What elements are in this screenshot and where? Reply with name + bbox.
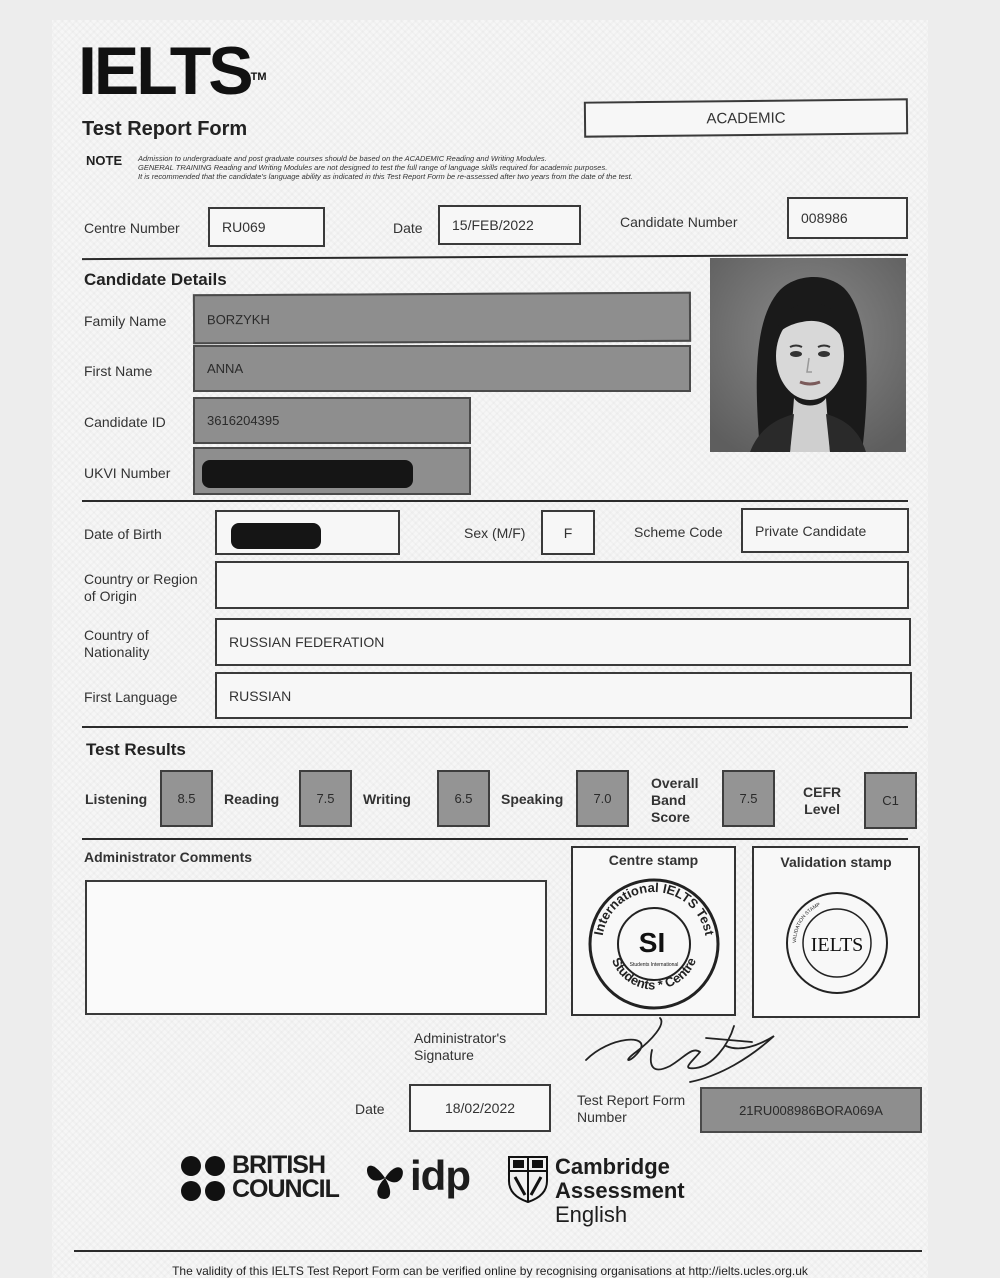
first-name-field: ANNA bbox=[193, 345, 691, 392]
note-text bbox=[138, 154, 828, 181]
overall-band-score: 7.5 bbox=[722, 770, 775, 827]
dob-redaction bbox=[231, 523, 321, 549]
centre-stamp-ring-top: International IELTS Test bbox=[590, 879, 718, 937]
scheme-code-label: Scheme Code bbox=[634, 524, 723, 540]
nationality-field: RUSSIAN FEDERATION bbox=[215, 618, 911, 666]
cambridge-assessment-logo bbox=[507, 1153, 797, 1227]
centre-number-label: Centre Number bbox=[84, 220, 180, 236]
signature-label: Administrator's Signature bbox=[414, 1030, 507, 1063]
trf-number-field: 21RU008986BORA069A bbox=[700, 1087, 922, 1133]
validation-stamp-frame bbox=[752, 846, 920, 1018]
divider-footer bbox=[74, 1250, 922, 1252]
sex-label: Sex (M/F) bbox=[464, 525, 526, 541]
writing-score: 6.5 bbox=[437, 770, 490, 827]
british-council-line-1: BRITISH bbox=[232, 1151, 325, 1179]
ielts-logo: IELTS™ bbox=[78, 33, 267, 109]
first-language-label: First Language bbox=[84, 689, 178, 705]
cefr-level-label: CEFR Level bbox=[803, 784, 842, 817]
reading-score: 7.5 bbox=[299, 770, 352, 827]
divider-candidate bbox=[82, 500, 908, 502]
candidate-photo bbox=[710, 258, 906, 452]
british-council-logo bbox=[180, 1153, 340, 1205]
first-name-label: First Name bbox=[84, 363, 153, 379]
candidate-number-label: Candidate Number bbox=[620, 214, 738, 230]
cambridge-line-1: Cambridge Assessment bbox=[555, 1154, 685, 1203]
listening-score: 8.5 bbox=[160, 770, 213, 827]
candidate-details-heading: Candidate Details bbox=[84, 270, 227, 289]
ukvi-redaction bbox=[202, 460, 413, 488]
form-title: Test Report Form bbox=[82, 118, 248, 140]
divider-personal bbox=[82, 726, 908, 728]
scheme-code-field: Private Candidate bbox=[741, 508, 909, 553]
centre-stamp-label: Centre stamp bbox=[608, 852, 699, 868]
issue-date-label: Date bbox=[355, 1101, 385, 1117]
idp-logo bbox=[362, 1153, 482, 1205]
validation-stamp bbox=[782, 888, 892, 998]
british-council-line-2: COUNCIL bbox=[232, 1175, 339, 1203]
portrait-image bbox=[710, 258, 906, 452]
cambridge-shield-icon bbox=[507, 1155, 549, 1203]
first-language-field: RUSSIAN bbox=[215, 672, 912, 719]
validity-footer-text: The validity of this IELTS Test Report Form can be verified online by recognising organisations at http://ielts.ucles.org.uk bbox=[172, 1264, 808, 1278]
svg-text:Students * Centre bbox=[609, 955, 699, 993]
cefr-level: C1 bbox=[864, 772, 917, 829]
test-report-form-sheet bbox=[52, 20, 928, 1278]
module-box: ACADEMIC bbox=[584, 98, 908, 137]
note-line-2: GENERAL TRAINING Reading and Writing Modules are not designed to test the full range of language skills required for academic purposes. bbox=[138, 163, 608, 172]
country-origin-label: Country or Region of Origin bbox=[84, 571, 198, 604]
candidate-id-label: Candidate ID bbox=[84, 414, 166, 430]
cambridge-line-2: English bbox=[555, 1202, 628, 1227]
ukvi-number-label: UKVI Number bbox=[84, 465, 171, 481]
date-label: Date bbox=[393, 220, 423, 236]
divider-results bbox=[82, 838, 908, 840]
speaking-label: Speaking bbox=[501, 791, 564, 807]
idp-wordmark: idp bbox=[410, 1152, 470, 1199]
test-results-heading: Test Results bbox=[86, 740, 186, 759]
reading-label: Reading bbox=[224, 791, 280, 807]
centre-stamp-ring-bottom: Students * Centre bbox=[608, 955, 700, 993]
nationality-label: Country of Nationality bbox=[84, 627, 150, 660]
note-line-1: Admission to undergraduate and post graduate courses should be based on the ACADEMIC Reading and Writing Modules. bbox=[138, 154, 547, 163]
idp-flower-icon bbox=[362, 1155, 408, 1201]
issue-date-field: 18/02/2022 bbox=[409, 1084, 551, 1132]
sex-field: F bbox=[541, 510, 595, 555]
candidate-id-field: 3616204395 bbox=[193, 397, 471, 444]
centre-stamp-mark: SI bbox=[638, 927, 666, 958]
trademark-mark: TM bbox=[250, 71, 267, 83]
candidate-number-field: 008986 bbox=[787, 197, 908, 239]
centre-stamp-frame bbox=[571, 846, 736, 1016]
validation-stamp-mark: IELTS bbox=[810, 934, 864, 956]
dob-label: Date of Birth bbox=[84, 526, 162, 542]
admin-comments-box bbox=[85, 880, 547, 1015]
trf-number-label: Test Report Form Number bbox=[577, 1092, 686, 1125]
family-name-label: Family Name bbox=[84, 313, 167, 329]
note-label: NOTE bbox=[86, 153, 123, 168]
writing-label: Writing bbox=[363, 791, 411, 807]
listening-label: Listening bbox=[85, 791, 148, 807]
note-line-3: It is recommended that the candidate's language ability as indicated in this Test Report Form be re-assessed after two years from the date of the test. bbox=[138, 172, 633, 181]
test-date-field: 15/FEB/2022 bbox=[438, 205, 581, 245]
admin-comments-label: Administrator Comments bbox=[84, 849, 253, 865]
speaking-score: 7.0 bbox=[576, 770, 629, 827]
family-name-field: BORZYKH bbox=[193, 292, 691, 345]
validation-stamp-label: Validation stamp bbox=[780, 854, 892, 870]
country-origin-field bbox=[215, 561, 909, 609]
validation-stamp-ring: VALIDATION STAMP bbox=[791, 901, 822, 944]
overall-band-label: Overall Band Score bbox=[651, 775, 699, 825]
centre-stamp bbox=[584, 874, 724, 1014]
centre-number-field: RU069 bbox=[208, 207, 325, 247]
centre-stamp-small-text: Students International bbox=[629, 962, 679, 968]
administrator-signature bbox=[580, 1016, 780, 1088]
british-council-dots-icon bbox=[180, 1155, 228, 1203]
